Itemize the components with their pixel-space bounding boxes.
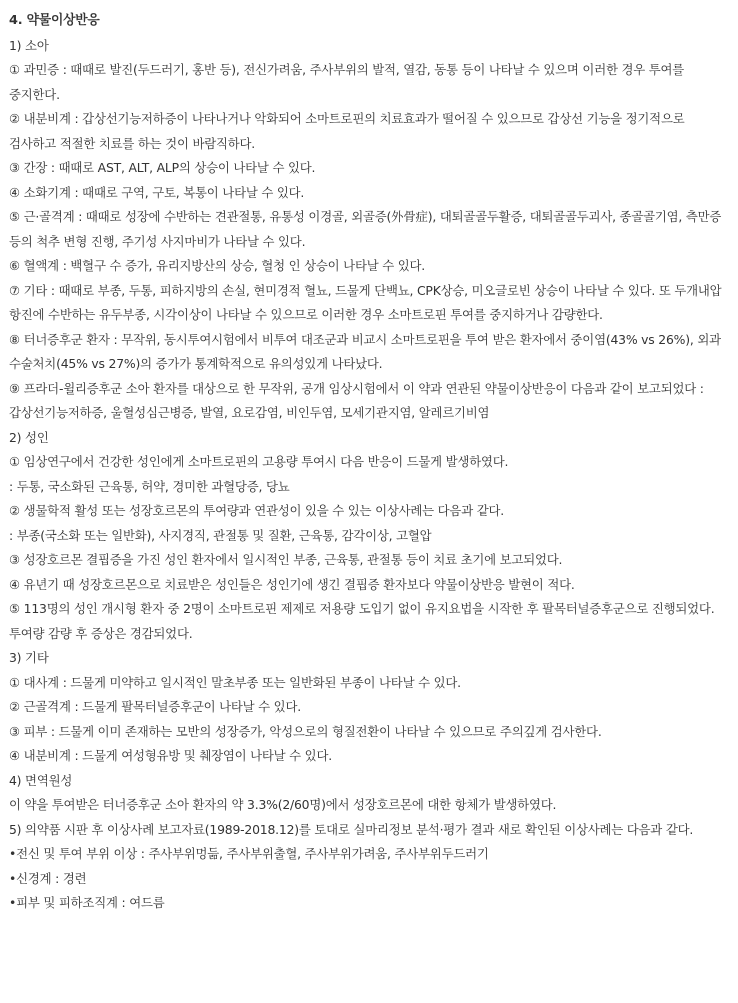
bullet-skin: •피부 및 피하조직계 : 여드름 (9, 895, 165, 910)
item-skin: ③ 피부 : 드물게 이미 존재하는 모반의 성장증가, 악성으로의 형질전환이 나타날 수 있으므로 주의깊게 검사한다. (9, 723, 602, 739)
item-endocrine: ② 내분비계 : 갑상선기능저하증이 나타나거나 악화되어 소마트로핀의 치료효과가 떨어질 수 있으므로 갑상선 기능을 정기적으로 검사하고 적절한 치료를 하는 것이 바람직하다. (9, 111, 685, 151)
item-high-dose: ① 임상연구에서 건강한 성인에게 소마트로핀의 고용량 투여시 다음 반응이 드물게 발생하였다. (9, 454, 509, 469)
item-liver: ③ 간장 : 때때로 AST, ALT, ALP의 상승이 나타날 수 있다. (9, 160, 316, 175)
item-carpal-tunnel-cases: ⑤ 113명의 성인 개시형 환자 중 2명이 소마트로핀 제제로 저용량 도입기 없이 유지요법을 시작한 후 팔목터널증후군으로 진행되었다. 투여량 감량 후 증상은 경감되었다. (9, 601, 715, 641)
bullet-nervous-system: •신경계 : 경련 (9, 870, 87, 886)
item-digestive: ④ 소화기계 : 때때로 구역, 구토, 복통이 나타날 수 있다. (9, 184, 305, 200)
subsection-heading-adult: 2) 성인 (9, 429, 49, 445)
item-prader-willi: ⑨ 프라더-윌리증후군 소아 환자를 대상으로 한 무작위, 공개 임상시험에서 이 약과 연관된 약물이상반응이 다음과 같이 보고되었다 : 갑상선기능저하증, 울혈성심근병증, 발열, 요로감염, 비인두염, 모세기관지염, 알레르기비염 (9, 380, 704, 420)
item-high-dose-reactions: : 두통, 국소화된 근육통, 허약, 경미한 과혈당증, 당뇨 (9, 478, 290, 494)
subsection-heading-pediatric: 1) 소아 (9, 37, 49, 53)
item-antibody: 이 약을 투여받은 터너증후군 소아 환자의 약 3.3%(2/60명)에서 성장호르몬에 대한 항체가 발생하였다. (9, 797, 557, 812)
item-childhood-treated: ④ 유년기 때 성장호르몬으로 치료받은 성인들은 성인기에 생긴 결핍증 환자보다 약물이상반응 발현이 적다. (9, 576, 575, 592)
section-title: 4. 약물이상반응 (9, 13, 100, 28)
subsection-heading-immunogenicity: 4) 면역원성 (9, 772, 73, 788)
item-turner-syndrome: ⑧ 터너증후군 환자 : 무작위, 동시투여시험에서 비투여 대조군과 비교시 소마트로핀을 투여 받은 환자에서 중이염(43% vs 26%), 외과 수술처치(45% vs 27%)의 증가가 통계학적으로 유의성있게 나타났다. (9, 331, 721, 371)
item-hypersensitivity: ① 과민증 : 때때로 발진(두드러기, 홍반 등), 전신가려움, 주사부위의 발적, 열감, 동통 등이 나타날 수 있으며 이러한 경우 투여를 중지한다. (9, 62, 685, 102)
subsection-heading-postmarketing: 5) 의약품 시판 후 이상사례 보고자료(1989-2018.12)를 토대로 실마리정보 분석·평가 결과 새로 확인된 이상사례는 다음과 같다. (9, 821, 694, 837)
item-musculoskeletal: ⑤ 근·골격계 : 때때로 성장에 수반하는 견관절통, 유통성 이경골, 외골증(外骨症), 대퇴골골두활증, 대퇴골골두괴사, 종골골기염, 측만증 등의 척추 변형 진행, 주기성 사지마비가 나타날 수 있다. (9, 209, 722, 249)
item-blood: ⑥ 혈액계 : 백혈구 수 증가, 유리지방산의 상승, 혈청 인 상승이 나타날 수 있다. (9, 258, 426, 273)
item-biological-activity: ② 생물학적 활성 또는 성장호르몬의 투여량과 연관성이 있을 수 있는 이상사례는 다음과 같다. (9, 503, 504, 518)
item-other: ⑦ 기타 : 때때로 부종, 두통, 피하지방의 손실, 현미경적 혈뇨, 드물게 단백뇨, CPK상승, 미오글로빈 상승이 나타날 수 있다. 또 두개내압 항진에 수반하는 유두부종, 시각이상이 나타날 수 있으므로 이러한 경우 소마트로핀 투여를 중지하거나 감량한다. (9, 282, 722, 322)
item-biological-activity-events: : 부종(국소화 또는 일반화), 사지경직, 관절통 및 질환, 근육통, 감각이상, 고혈압 (9, 527, 432, 543)
item-metabolic: ① 대사계 : 드물게 미약하고 일시적인 말초부종 또는 일반화된 부종이 나타날 수 있다. (9, 674, 461, 690)
subsection-heading-other: 3) 기타 (9, 650, 49, 665)
item-skeletal-muscle: ② 근골격계 : 드물게 팔목터널증후군이 나타날 수 있다. (9, 699, 301, 714)
item-gh-deficiency: ③ 성장호르몬 결핍증을 가진 성인 환자에서 일시적인 부종, 근육통, 관절통 등이 치료 초기에 보고되었다. (9, 552, 563, 567)
bullet-administration-site: •전신 및 투여 부위 이상 : 주사부위멍듦, 주사부위출혈, 주사부위가려움, 주사부위두드러기 (9, 846, 489, 861)
item-endocrine-other: ④ 내분비계 : 드물게 여성형유방 및 췌장염이 나타날 수 있다. (9, 748, 332, 763)
